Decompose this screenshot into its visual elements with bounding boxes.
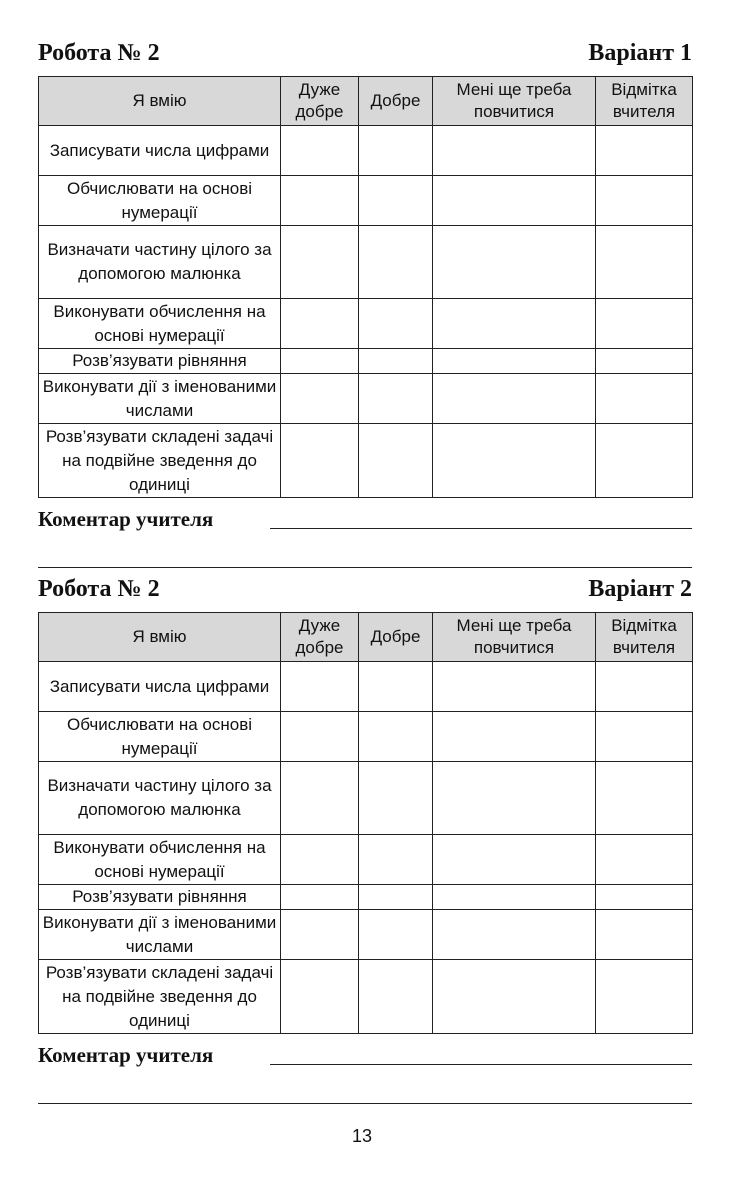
very-good-cell[interactable] — [281, 176, 359, 226]
skill-cell: Розв’язувати рівняння — [39, 349, 281, 374]
comment-line[interactable] — [270, 1064, 692, 1065]
table-row — [39, 226, 693, 299]
skill-cell: Виконувати дії з іменованими числами — [39, 910, 281, 960]
good-cell[interactable] — [359, 910, 433, 960]
column-header: Я вмію — [39, 613, 281, 662]
good-cell[interactable] — [359, 226, 433, 299]
teacher-mark-cell[interactable] — [596, 712, 693, 762]
very-good-cell[interactable] — [281, 226, 359, 299]
skill-cell: Виконувати дії з іменованими числами — [39, 374, 281, 424]
column-header: Дуже добре — [281, 613, 359, 662]
teacher-mark-cell[interactable] — [596, 662, 693, 712]
good-cell[interactable] — [359, 424, 433, 498]
need-practice-cell[interactable] — [433, 374, 596, 424]
need-practice-cell[interactable] — [433, 424, 596, 498]
very-good-cell[interactable] — [281, 885, 359, 910]
need-practice-cell[interactable] — [433, 712, 596, 762]
table-row — [39, 885, 693, 910]
very-good-cell[interactable] — [281, 349, 359, 374]
variant-label: Варіант 1 — [588, 40, 692, 66]
good-cell[interactable] — [359, 960, 433, 1034]
teacher-mark-cell[interactable] — [596, 226, 693, 299]
need-practice-cell[interactable] — [433, 126, 596, 176]
teacher-comment-label: Коментар учителя — [38, 1043, 214, 1067]
column-header: Добре — [359, 77, 433, 126]
need-practice-cell[interactable] — [433, 662, 596, 712]
teacher-mark-cell[interactable] — [596, 176, 693, 226]
skill-cell: Записувати числа цифрами — [39, 126, 281, 176]
comment-line[interactable] — [270, 528, 692, 529]
comment-line[interactable] — [38, 1103, 692, 1104]
need-practice-cell[interactable] — [433, 762, 596, 835]
self-assessment-table — [38, 612, 693, 1034]
header-row — [39, 77, 693, 126]
skill-cell: Визначати частину цілого за допомогою малюнка — [39, 226, 281, 299]
teacher-mark-cell[interactable] — [596, 424, 693, 498]
column-header: Дуже добре — [281, 77, 359, 126]
variant-label: Варіант 2 — [588, 576, 692, 602]
teacher-mark-cell[interactable] — [596, 374, 693, 424]
very-good-cell[interactable] — [281, 762, 359, 835]
need-practice-cell[interactable] — [433, 299, 596, 349]
table-row — [39, 299, 693, 349]
skill-cell: Розв’язувати складені задачі на подвійне зведення до одиниці — [39, 960, 281, 1034]
page-number: 13 — [352, 1126, 373, 1146]
skill-cell: Виконувати обчислення на основі нумерації — [39, 299, 281, 349]
table-row — [39, 762, 693, 835]
good-cell[interactable] — [359, 762, 433, 835]
column-header: Відмітка вчителя — [596, 613, 693, 662]
good-cell[interactable] — [359, 885, 433, 910]
good-cell[interactable] — [359, 374, 433, 424]
very-good-cell[interactable] — [281, 662, 359, 712]
good-cell[interactable] — [359, 662, 433, 712]
good-cell[interactable] — [359, 299, 433, 349]
teacher-comment-label: Коментар учителя — [38, 507, 214, 531]
skill-cell: Обчислювати на основі нумерації — [39, 712, 281, 762]
good-cell[interactable] — [359, 126, 433, 176]
column-header: Відмітка вчителя — [596, 77, 693, 126]
table-row — [39, 960, 693, 1034]
good-cell[interactable] — [359, 176, 433, 226]
very-good-cell[interactable] — [281, 960, 359, 1034]
teacher-mark-cell[interactable] — [596, 126, 693, 176]
very-good-cell[interactable] — [281, 835, 359, 885]
table-row — [39, 835, 693, 885]
very-good-cell[interactable] — [281, 910, 359, 960]
good-cell[interactable] — [359, 835, 433, 885]
table-row — [39, 126, 693, 176]
self-assessment-table — [38, 76, 693, 498]
need-practice-cell[interactable] — [433, 960, 596, 1034]
need-practice-cell[interactable] — [433, 885, 596, 910]
need-practice-cell[interactable] — [433, 226, 596, 299]
need-practice-cell[interactable] — [433, 349, 596, 374]
good-cell[interactable] — [359, 349, 433, 374]
table-row — [39, 662, 693, 712]
very-good-cell[interactable] — [281, 299, 359, 349]
skill-cell: Розв’язувати складені задачі на подвійне зведення до одиниці — [39, 424, 281, 498]
need-practice-cell[interactable] — [433, 176, 596, 226]
teacher-mark-cell[interactable] — [596, 349, 693, 374]
teacher-mark-cell[interactable] — [596, 762, 693, 835]
skill-cell: Виконувати обчислення на основі нумерації — [39, 835, 281, 885]
header-row — [39, 613, 693, 662]
need-practice-cell[interactable] — [433, 910, 596, 960]
table-row — [39, 374, 693, 424]
skill-cell: Записувати числа цифрами — [39, 662, 281, 712]
good-cell[interactable] — [359, 712, 433, 762]
skill-cell: Визначати частину цілого за допомогою малюнка — [39, 762, 281, 835]
table-row — [39, 349, 693, 374]
work-title: Робота № 2 — [38, 576, 160, 602]
teacher-mark-cell[interactable] — [596, 299, 693, 349]
table-row — [39, 424, 693, 498]
work-title: Робота № 2 — [38, 40, 160, 66]
column-header: Я вмію — [39, 77, 281, 126]
teacher-mark-cell[interactable] — [596, 885, 693, 910]
table-row — [39, 176, 693, 226]
teacher-mark-cell[interactable] — [596, 960, 693, 1034]
very-good-cell[interactable] — [281, 712, 359, 762]
table-row — [39, 910, 693, 960]
column-header: Мені ще треба повчитися — [433, 77, 596, 126]
skill-cell: Обчислювати на основі нумерації — [39, 176, 281, 226]
comment-line[interactable] — [38, 567, 692, 568]
column-header: Мені ще треба повчитися — [433, 613, 596, 662]
very-good-cell[interactable] — [281, 126, 359, 176]
table-row — [39, 712, 693, 762]
teacher-mark-cell[interactable] — [596, 835, 693, 885]
column-header: Добре — [359, 613, 433, 662]
skill-cell: Розв’язувати рівняння — [39, 885, 281, 910]
very-good-cell[interactable] — [281, 374, 359, 424]
need-practice-cell[interactable] — [433, 835, 596, 885]
very-good-cell[interactable] — [281, 424, 359, 498]
teacher-mark-cell[interactable] — [596, 910, 693, 960]
